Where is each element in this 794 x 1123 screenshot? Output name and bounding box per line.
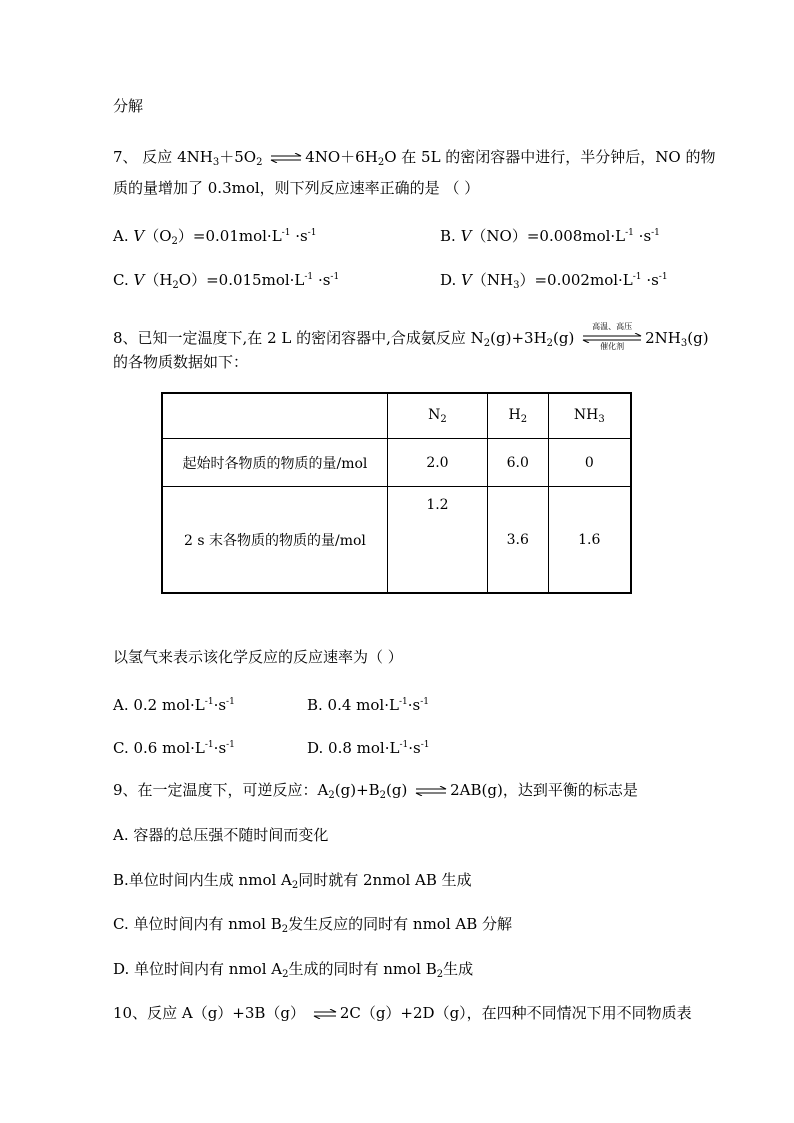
q8-stem-line1: 8、已知一定温度下,在 2 L 的密闭容器中,合成氨反应 $N_2(g)+3H_2(g)$ 高温、高压 催化剂 $2NH_3(g)$ bbox=[113, 322, 709, 356]
table-cell: 起始时各物质的物质的量/mol bbox=[162, 438, 387, 486]
table-cell: 3.6 bbox=[488, 487, 549, 593]
q7-option-d: D. $V(NH_3)=0.002mol\cdot L^{-1} \cdot s^{-1}$ bbox=[440, 271, 668, 291]
q10-stem: 10、反应 A（g）+3B（g） 2C（g）+2D（g），在四种不同情况下用不同物质表 bbox=[113, 1004, 692, 1022]
equilibrium-arrow-icon bbox=[414, 786, 448, 796]
q7-option-c: C. $V(H_2O)=0.015mol\cdot L^{-1} \cdot s^{-1}$ bbox=[113, 271, 340, 291]
q9-option-b: B.单位时间内生成 nmol $A_2$同时就有 2nmol AB 生成 bbox=[113, 871, 472, 891]
table-row bbox=[162, 438, 631, 486]
q7-option-a: A. $V(O_2)=0.01mol\cdot L^{-1} \cdot s^{-1}$ bbox=[113, 227, 317, 247]
table-cell: 1.6 bbox=[548, 487, 631, 593]
q8-option-a: A. 0.2 $mol\cdot L^{-1}\cdot s^{-1}$ bbox=[113, 696, 235, 714]
heading-fenjie: 分解 bbox=[113, 97, 144, 115]
table-header-row bbox=[162, 393, 631, 438]
table-header-cell: $NH_3$ bbox=[548, 393, 631, 438]
equilibrium-arrow-icon bbox=[312, 1009, 338, 1019]
table-header-cell: $N_2$ bbox=[387, 393, 487, 438]
table-row bbox=[162, 487, 631, 593]
table-cell: 1.2 bbox=[387, 487, 487, 593]
table-cell: 2.0 bbox=[387, 438, 487, 486]
table-header-cell bbox=[162, 393, 387, 438]
q7-stem-line2: 质的量增加了 0.3mol，则下列反应速率正确的是 （ ） bbox=[113, 179, 480, 197]
q8-option-c: C. 0.6 $mol\cdot L^{-1}\cdot s^{-1}$ bbox=[113, 739, 235, 757]
q9-option-c: C. 单位时间内有 nmol $B_2$发生反应的同时有 nmol AB 分解 bbox=[113, 915, 513, 935]
table-header-cell: $H_2$ bbox=[488, 393, 549, 438]
q7-option-b: B. $V(NO)=0.008mol\cdot L^{-1} \cdot s^{-1}$ bbox=[440, 227, 660, 245]
table-cell: 0 bbox=[548, 438, 631, 486]
q9-option-d: D. 单位时间内有 nmol $A_2$生成的同时有 nmol $B_2$生成 bbox=[113, 960, 474, 980]
table-cell: 2 s 末各物质的物质的量/mol bbox=[162, 487, 387, 593]
q7-prefix: 7、 反应 4NH bbox=[113, 148, 213, 166]
q8-option-d: D. 0.8 $mol\cdot L^{-1}\cdot s^{-1}$ bbox=[307, 739, 430, 757]
q9-stem: 9、在一定温度下，可逆反应：$A_2(g)+B_2(g)$ 2AB(g)，达到平衡的标志是 bbox=[113, 781, 638, 801]
q8-question: 以氢气来表示该化学反应的反应速率为（ ） bbox=[113, 648, 403, 666]
equilibrium-arrow-icon bbox=[269, 153, 303, 163]
table-cell: 6.0 bbox=[488, 438, 549, 486]
q7-stem-line1: 7、 反应 $4NH_3+5O_2$ $4NO+6H_2O$ 在 5L 的密闭容器中进行，半分钟后，NO 的物 bbox=[113, 148, 716, 168]
q8-stem-line2: 的各物质数据如下： bbox=[113, 353, 249, 371]
q8-data-table bbox=[161, 392, 632, 594]
q8-option-b: B. 0.4 $mol\cdot L^{-1}\cdot s^{-1}$ bbox=[307, 696, 429, 714]
q9-option-a: A. 容器的总压强不随时间而变化 bbox=[113, 826, 329, 844]
reaction-condition-arrow: 高温、高压 催化剂 bbox=[581, 322, 643, 356]
